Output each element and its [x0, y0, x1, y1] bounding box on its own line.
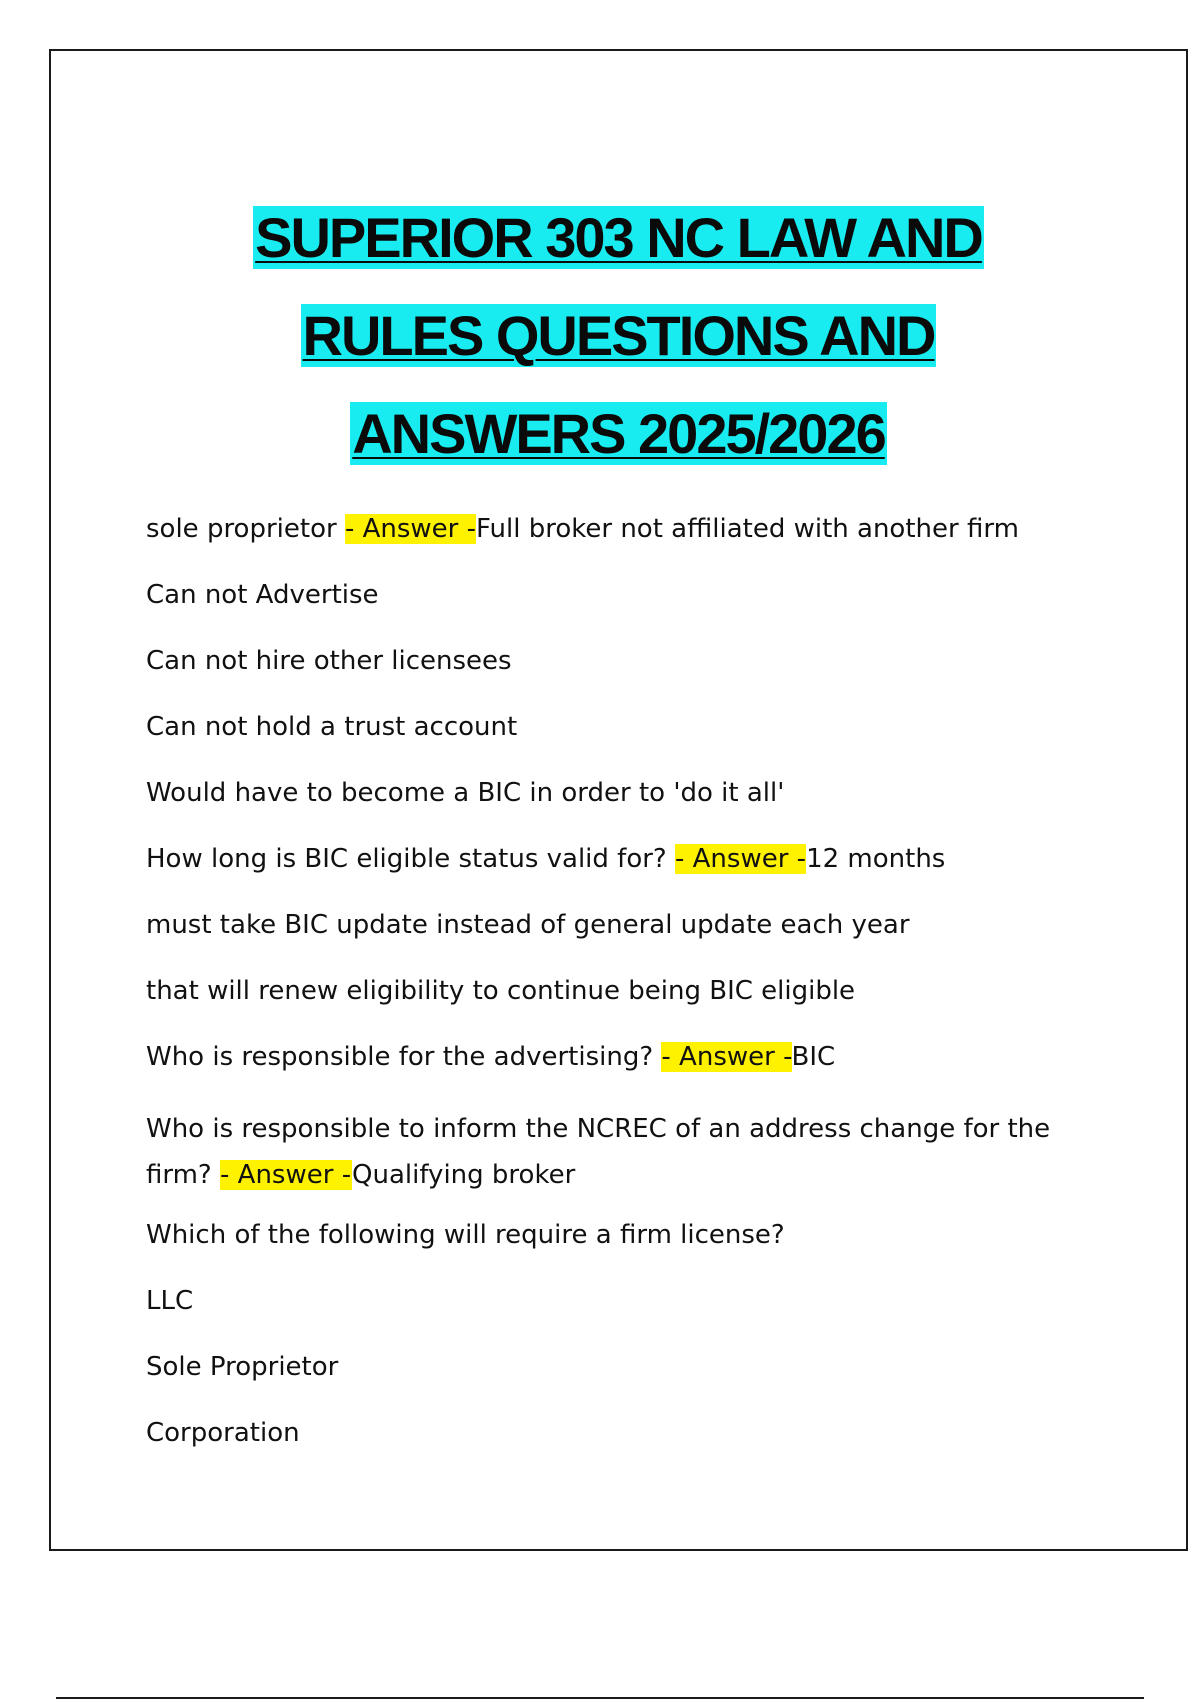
qa-line: Who is responsible for the advertising? - Answer -BIC [146, 1042, 836, 1072]
qa-line: sole proprietor - Answer -Full broker not affiliated with another firm [146, 514, 1019, 544]
question-answer-list [146, 512, 1086, 1482]
qa-line: must take BIC update instead of general update each year [146, 910, 910, 940]
qa-line: Can not hold a trust account [146, 712, 518, 742]
qa-line: Would have to become a BIC in order to 'do it all' [146, 778, 785, 808]
qa-line: Can not Advertise [146, 580, 379, 610]
title-line: ANSWERS 2025/2026 [352, 402, 885, 465]
title-line: SUPERIOR 303 NC LAW AND [255, 206, 982, 269]
qa-line: Sole Proprietor [146, 1352, 339, 1382]
qa-line: Corporation [146, 1418, 300, 1448]
qa-line: How long is BIC eligible status valid for? - Answer -12 months [146, 844, 946, 874]
document-title [51, 189, 1186, 483]
answer-marker: - Answer - [661, 1042, 792, 1072]
answer-marker: - Answer - [344, 514, 476, 544]
page-divider [56, 1697, 1144, 1699]
qa-line: LLC [146, 1286, 194, 1316]
answer-marker: - Answer - [220, 1160, 353, 1190]
qa-line: that will renew eligibility to continue being BIC eligible [146, 976, 856, 1006]
qa-line: Which of the following will require a firm license? [146, 1220, 785, 1250]
title-line: RULES QUESTIONS AND [302, 304, 935, 367]
qa-line: Can not hire other licensees [146, 646, 512, 676]
answer-marker: - Answer - [675, 844, 807, 874]
qa-line: Who is responsible to inform the NCREC of an address change for the firm? - Answer -Qualifying broker [146, 1114, 1051, 1190]
